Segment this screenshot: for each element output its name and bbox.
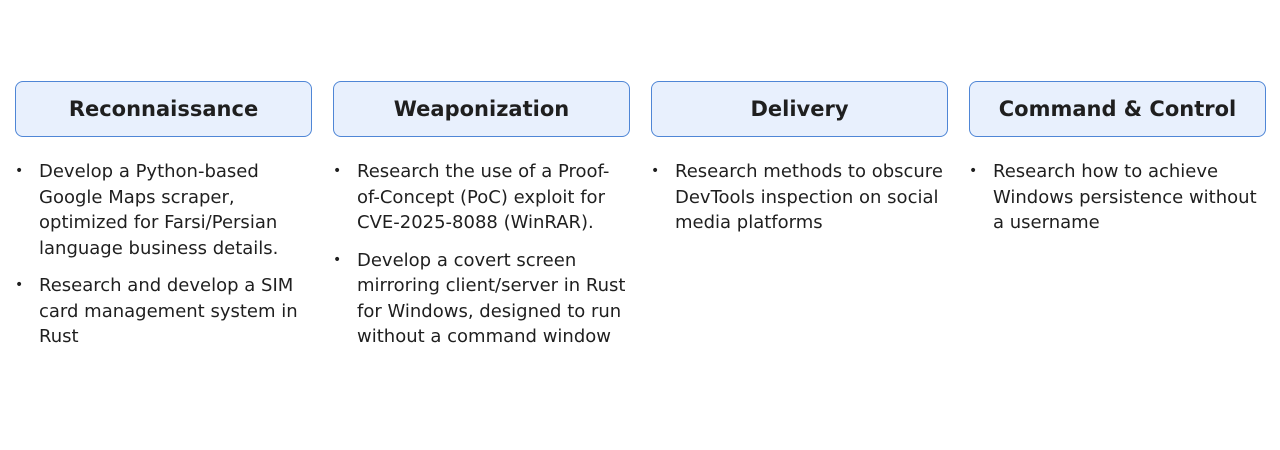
stage-title: Reconnaissance bbox=[15, 81, 312, 137]
stage-item bbox=[969, 159, 1266, 236]
stage-item bbox=[15, 159, 312, 261]
stage-title: Delivery bbox=[651, 81, 948, 137]
stage-delivery bbox=[651, 81, 948, 248]
stage-item bbox=[333, 159, 630, 236]
stage-items bbox=[651, 159, 948, 236]
bullet-icon: • bbox=[969, 163, 978, 179]
stage-title: Weaponization bbox=[333, 81, 630, 137]
stage-item-text: Research the use of a Proof-of-Concept (PoC) exploit for CVE-2025-8088 (WinRAR). bbox=[357, 161, 610, 233]
stage-item-text: Research methods to obscure DevTools inspection on social media platforms bbox=[675, 161, 943, 233]
stage-item bbox=[651, 159, 948, 236]
bullet-icon: • bbox=[333, 251, 342, 268]
bullet-icon: • bbox=[15, 163, 24, 179]
stage-weaponization bbox=[333, 81, 630, 362]
stage-item bbox=[333, 248, 630, 350]
stage-item bbox=[15, 273, 312, 350]
stage-items bbox=[969, 159, 1266, 236]
stage-reconnaissance bbox=[15, 81, 312, 362]
stage-items bbox=[333, 159, 630, 350]
stage-item-text: Develop a covert screen mirroring client/server in Rust for Windows, designed to run without a command window bbox=[357, 249, 626, 347]
stage-title: Command & Control bbox=[969, 81, 1266, 137]
bullet-icon: • bbox=[15, 277, 24, 293]
bullet-icon: • bbox=[333, 163, 342, 179]
bullet-icon: • bbox=[651, 163, 660, 179]
stage-item-text: Research how to achieve Windows persistence without a username bbox=[993, 161, 1257, 233]
stage-item-text: Develop a Python-based Google Maps scraper, optimized for Farsi/Persian language business details. bbox=[39, 161, 279, 259]
stage-items bbox=[15, 159, 312, 350]
stage-command-and-control bbox=[969, 81, 1266, 248]
stage-item-text: Research and develop a SIM card management system in Rust bbox=[39, 275, 298, 347]
